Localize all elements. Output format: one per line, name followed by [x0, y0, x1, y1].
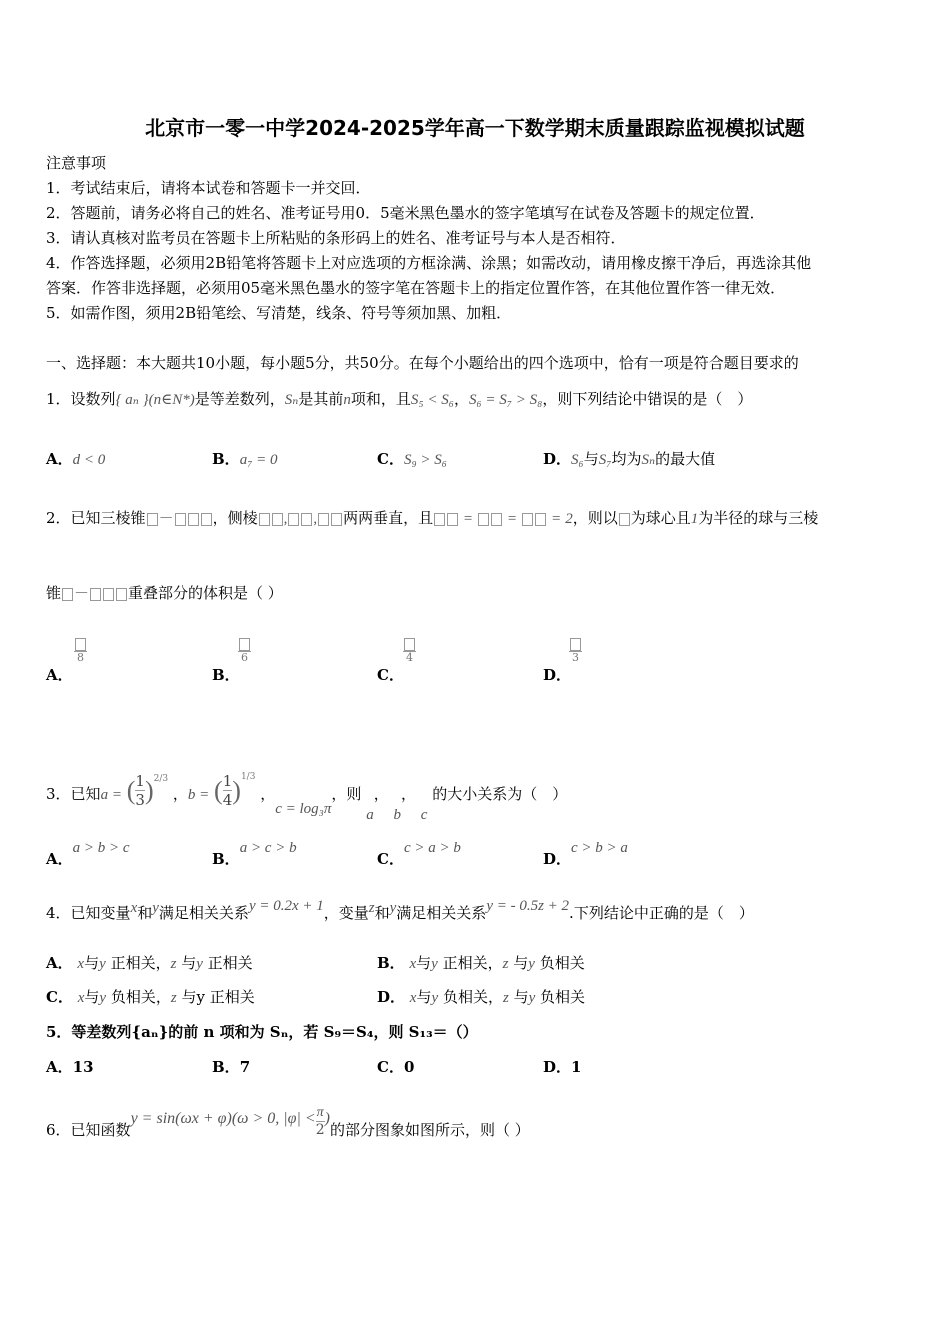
fraction-den: 2	[315, 1122, 325, 1138]
math-var: x	[130, 900, 138, 916]
math-var: y	[431, 956, 438, 972]
option-text: y	[196, 988, 206, 1006]
q-text: .下列结论中正确的是（ ）	[569, 904, 754, 922]
option-text: 与	[181, 988, 197, 1006]
option-text: 均为	[611, 450, 642, 468]
option-c[interactable]	[377, 1056, 414, 1077]
option-text: 与	[513, 988, 529, 1006]
notice-item: 2．答题前，请务必将自己的姓名、准考证号用0．5毫米黑色墨水的签字笔填写在试卷及答题卡的规定位置．	[46, 204, 765, 222]
math-expr: y = 0.2x + 1	[248, 898, 324, 914]
q-text: 设数列	[70, 390, 116, 408]
math-expr: －	[158, 511, 174, 527]
option-text: 与	[416, 988, 432, 1006]
option-d[interactable]	[543, 836, 628, 868]
math-expr: －	[74, 586, 90, 602]
question-3	[46, 760, 568, 823]
option-label: B．	[212, 850, 240, 868]
notice-item: 1．考试结束后，请将本试卷和答题卡一并交回．	[46, 179, 371, 197]
math-var: c	[420, 806, 428, 823]
q-text: 为半径的球与三棱	[698, 509, 819, 527]
q-text: 项和，且	[350, 390, 411, 408]
option-value: 7	[239, 1058, 251, 1076]
option-a[interactable]	[46, 836, 130, 868]
missing-glyph-icon	[447, 513, 458, 526]
question-6	[46, 1100, 530, 1140]
option-text: 与	[84, 988, 100, 1006]
option-label: C．	[377, 1058, 404, 1076]
missing-glyph-icon	[404, 638, 415, 651]
missing-glyph-icon	[318, 513, 329, 526]
math-var: y	[99, 990, 107, 1006]
exam-title: 北京市一零一中学2024-2025学年高一下数学期末质量跟踪监视模拟试题	[145, 116, 805, 140]
q-text: 锥	[46, 584, 62, 602]
option-c[interactable]	[377, 836, 461, 868]
option-label: B．	[212, 450, 240, 468]
option-value: 0	[403, 1058, 415, 1076]
base-fraction	[223, 772, 233, 809]
missing-glyph-icon	[175, 513, 186, 526]
math-var: y	[431, 990, 439, 1006]
missing-glyph-icon	[239, 638, 250, 651]
option-text: 正相关	[209, 988, 255, 1006]
missing-glyph-icon	[570, 638, 581, 651]
q-text: 重叠部分的体积是（ ）	[128, 584, 283, 602]
missing-glyph-icon	[116, 588, 127, 601]
fraction-den: 3	[569, 651, 582, 664]
option-text: 负相关	[540, 988, 586, 1006]
option-text: 正相关，	[110, 954, 171, 972]
math-var: z	[502, 990, 509, 1006]
notice-item: 5．如需作图，须用2B铅笔绘、写清楚，线条、符号等须加黑、加粗．	[46, 304, 512, 322]
notice-item: 3．请认真核对监考员在答题卡上所粘贴的条形码上的姓名、准考证号与本人是否相符．	[46, 229, 626, 247]
question-4	[46, 898, 754, 923]
notice-heading: 注意事项	[46, 154, 107, 172]
option-c[interactable]	[377, 448, 447, 469]
fraction-num: 1	[135, 772, 145, 790]
math-expr: =	[551, 511, 561, 527]
option-label: C．	[377, 450, 404, 468]
math-var: y	[99, 956, 106, 972]
q-text: 已知函数	[70, 1121, 131, 1139]
fraction-den: 4	[403, 651, 416, 664]
option-text: 负相关，	[110, 988, 171, 1006]
math-expr: b =	[187, 786, 210, 803]
q-text: ，	[453, 390, 469, 408]
math-var: z	[170, 990, 177, 1006]
option-text: 与	[513, 954, 529, 972]
option-d[interactable]	[543, 1056, 581, 1077]
missing-glyph-icon	[434, 513, 445, 526]
missing-glyph-icon	[491, 513, 502, 526]
section-heading: 一、选择题：本大题共10小题，每小题5分，共50分。在每个小题给出的四个选项中，恰有一项是符合题目要求的	[46, 354, 799, 372]
missing-glyph-icon	[62, 588, 73, 601]
option-math: S₉ > S₆	[403, 452, 448, 468]
paren-icon: (	[126, 775, 136, 805]
base-fraction	[135, 772, 145, 809]
option-a[interactable]	[46, 448, 105, 469]
option-math: S₆	[571, 452, 584, 468]
math-expr: ,	[313, 511, 318, 527]
math-var: b	[393, 806, 401, 823]
exponent: 1/3	[240, 771, 256, 782]
missing-glyph-icon	[478, 513, 489, 526]
question-number: 1．	[46, 390, 71, 408]
fraction-num: π	[316, 1105, 324, 1120]
math-var: a	[366, 806, 374, 823]
math-var: y	[528, 956, 535, 972]
option-math: Sₙ	[641, 452, 656, 468]
q-text: ，	[260, 784, 276, 803]
option-c[interactable]	[46, 986, 255, 1007]
option-value: 13	[72, 1058, 94, 1076]
option-label: A．	[46, 450, 73, 468]
q-text: 和	[374, 904, 390, 922]
math-expr: S₆ = S₇ > S₈	[468, 392, 543, 408]
q-text: ，则	[331, 784, 362, 803]
option-text: 与	[583, 450, 599, 468]
question-5: 5．等差数列{aₙ}的前 n 项和为 Sₙ，若 S₉＝S₄，则 S₁₃＝（）	[46, 1023, 478, 1041]
question-2	[46, 507, 818, 528]
math-var: x	[409, 956, 417, 972]
fraction-num: 1	[222, 772, 233, 790]
option-b[interactable]	[212, 1056, 250, 1077]
missing-glyph-icon	[331, 513, 342, 526]
missing-glyph-icon	[201, 513, 212, 526]
missing-glyph-icon	[147, 513, 158, 526]
option-text: 与	[84, 954, 100, 972]
missing-glyph-icon	[535, 513, 546, 526]
option-label: B．	[212, 1058, 240, 1076]
question-number: 4．	[46, 904, 71, 922]
missing-glyph-icon	[90, 588, 101, 601]
q-text: 满足相关关系	[396, 904, 487, 922]
math-expr: y = - 0.5z + 2	[486, 898, 570, 914]
paren-icon: )	[232, 775, 241, 805]
missing-glyph-icon	[288, 513, 299, 526]
math-var: x	[409, 990, 417, 1006]
option-label: D．	[543, 850, 572, 868]
fraction-den: 8	[74, 651, 87, 664]
q-text: 已知	[70, 784, 101, 803]
q-text: 已知变量	[70, 904, 131, 922]
math-var: x	[77, 956, 85, 972]
option-label: A．	[46, 850, 73, 868]
question-number: 3．	[46, 784, 71, 803]
option-math: a₇ = 0	[239, 452, 278, 468]
math-expr: 2	[565, 511, 573, 527]
option-text: 负相关	[539, 954, 585, 972]
pi-fraction	[316, 1104, 325, 1138]
math-var: y	[389, 900, 397, 916]
math-expr: S₅ < S₆	[410, 392, 454, 408]
math-expr: n	[343, 392, 351, 408]
fraction-den: 6	[238, 651, 251, 664]
missing-glyph-icon	[272, 513, 283, 526]
option-label: D．	[543, 1058, 572, 1076]
option-c[interactable]	[377, 638, 416, 685]
q-text: 的部分图象如图所示，则（ ）	[329, 1121, 530, 1139]
math-var: y	[528, 990, 536, 1006]
missing-glyph-icon	[522, 513, 533, 526]
math-expr: a =	[100, 786, 122, 803]
q-text: 是等差数列，	[194, 390, 285, 408]
option-math: c > b > a	[571, 840, 628, 856]
option-d[interactable]	[543, 638, 582, 685]
sequence-notation: { aₙ }	[115, 392, 149, 408]
q-text: ，则以	[572, 509, 618, 527]
option-label: A．	[46, 666, 73, 684]
math-expr: ,	[283, 511, 288, 527]
option-text: 的最大值	[655, 450, 716, 468]
option-text: 正相关，	[442, 954, 503, 972]
fraction-den: 4	[222, 791, 233, 809]
math-expr: c = log₃π	[275, 800, 332, 817]
q-text: ，变量	[323, 904, 369, 922]
q-text: 是其前	[298, 390, 344, 408]
q-text: 为球心且	[630, 509, 691, 527]
option-a[interactable]	[46, 952, 253, 973]
q-text: 满足相关关系	[158, 904, 249, 922]
option-fraction	[238, 638, 251, 664]
math-var: y	[152, 900, 159, 916]
option-math: c > a > b	[403, 840, 461, 856]
missing-glyph-icon	[103, 588, 114, 601]
math-var: z	[502, 956, 509, 972]
option-math: a > b > c	[72, 840, 130, 856]
option-b[interactable]	[212, 448, 278, 469]
q-text: 的大小关系为（ ）	[432, 784, 568, 803]
option-b[interactable]	[212, 638, 251, 685]
option-d[interactable]	[377, 986, 585, 1007]
option-b[interactable]	[212, 836, 297, 868]
option-label: A．	[46, 954, 73, 972]
q-text: ，	[172, 784, 188, 803]
math-expr: Sₙ	[284, 392, 299, 408]
domain-notation: (n∈N*)	[148, 392, 195, 408]
option-label: D．	[543, 666, 572, 684]
q-text: ，侧棱	[212, 509, 258, 527]
missing-glyph-icon	[188, 513, 199, 526]
notice-item: 答案．作答非选择题，必须用05毫米黑色墨水的签字笔在答题卡上的指定位置作答，在其他位置作答一律无效．	[46, 279, 786, 297]
option-label: D．	[543, 450, 572, 468]
math-var: x	[77, 990, 85, 1006]
question-number: 6．	[46, 1121, 71, 1139]
option-fraction	[569, 638, 582, 664]
q-text: 已知三棱锥	[70, 509, 146, 527]
option-text: 与	[181, 954, 197, 972]
missing-glyph-icon	[619, 513, 630, 526]
option-fraction	[74, 638, 87, 664]
option-math: d < 0	[72, 452, 106, 468]
option-label: B．	[212, 666, 240, 684]
option-value: 1	[571, 1058, 582, 1076]
math-var: z	[368, 900, 375, 916]
missing-glyph-icon	[259, 513, 270, 526]
exponent: 2/3	[153, 773, 169, 784]
q-text: ，	[401, 784, 417, 803]
q-text: ，则下列结论中错误的是（ ）	[542, 390, 753, 408]
notice-item: 4．作答选择题，必须用2B铅笔将答题卡上对应选项的方框涂满、涂黑；如需改动，请用橡皮擦干净后，再选涂其他	[46, 254, 812, 272]
option-text: 正相关	[207, 954, 253, 972]
question-number: 2．	[46, 509, 71, 527]
math-expr: =	[463, 511, 473, 527]
option-a[interactable]	[46, 1056, 94, 1077]
q-text: 和	[137, 904, 153, 922]
option-label: A．	[46, 1058, 73, 1076]
question-2-cont	[46, 582, 283, 603]
option-label: D．	[377, 988, 406, 1006]
math-expr: 1	[690, 511, 699, 527]
missing-glyph-icon	[301, 513, 312, 526]
paren-icon: )	[144, 775, 154, 805]
option-fraction	[403, 638, 416, 664]
option-text: 与	[416, 954, 432, 972]
option-label: C．	[377, 666, 404, 684]
option-label: B．	[377, 954, 405, 972]
option-math: S₇	[598, 452, 612, 468]
q-text: 两两垂直，且	[343, 509, 434, 527]
option-math: a > c > b	[239, 840, 297, 856]
missing-glyph-icon	[75, 638, 86, 651]
option-b[interactable]	[377, 952, 585, 973]
math-expr: y = sin(ωx + φ)(ω > 0, |φ| <	[130, 1110, 316, 1127]
question-1	[46, 388, 752, 409]
math-expr: )	[324, 1110, 330, 1127]
math-var: y	[196, 956, 203, 972]
math-var: z	[170, 956, 177, 972]
paren-icon: (	[214, 775, 223, 805]
fraction-den: 3	[135, 791, 145, 809]
option-d[interactable]	[543, 448, 715, 469]
option-a[interactable]	[46, 638, 87, 685]
q-text: ，	[373, 784, 389, 803]
math-expr: =	[507, 511, 517, 527]
option-label: C．	[46, 988, 73, 1006]
option-text: 负相关，	[442, 988, 503, 1006]
option-label: C．	[377, 850, 404, 868]
